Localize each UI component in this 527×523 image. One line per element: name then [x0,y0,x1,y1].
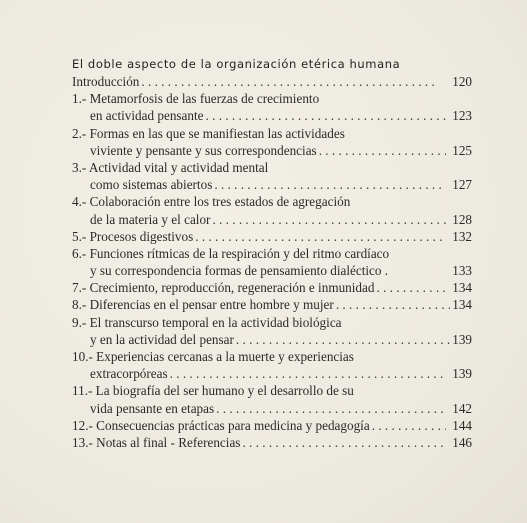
toc-entry-text: en actividad pensante [90,108,204,124]
toc-page-number: 120 [452,74,472,89]
toc-page-number: 123 [452,108,472,124]
toc-entry-text: 6.- Funciones rítmicas de la respiración y del ritmo cardíaco [72,245,390,261]
toc-entry-text: extracorpóreas [90,366,168,382]
toc-entry-3-cont [72,176,472,193]
toc-entry-text: 2.- Formas en las que se manifiestan las actividades [72,125,345,141]
toc-entry-text: 9.- El transcurso temporal en la actividad biológica [72,314,342,330]
toc-entry-1-cont [72,107,472,124]
dot-leader [216,400,446,417]
toc-entry-10-title [72,348,472,365]
toc-page-number: 127 [452,177,472,193]
toc-entry-8 [72,296,472,313]
dot-leader [319,142,446,159]
toc-entry-10-cont [72,365,472,382]
dot-leader [376,279,446,296]
toc-entry-text: 1.- Metamorfosis de las fuerzas de crecimiento [72,91,320,107]
toc-entry-7 [72,279,472,296]
toc-entry-6-cont [72,262,472,279]
toc-entry-text: 5.- Procesos digestivos [72,228,194,244]
toc-entry-6-title [72,245,472,262]
toc-entry-text: 3.- Actividad vital y actividad mental [72,159,269,175]
toc-page-number: 146 [452,434,472,450]
toc-entry-text: de la materia y el calor [90,211,211,227]
dot-leader [372,417,446,434]
toc-entry-text: vida pensante en etapas [90,400,215,416]
toc-entry-9-cont [72,331,472,348]
toc-entry-2-title [72,125,472,142]
toc-page-number: 132 [452,228,472,244]
toc-entry-text: Introducción [72,74,140,89]
dot-leader [170,365,446,382]
toc-entry-text: y su correspondencia formas de pensamiento dialéctico . [90,263,389,279]
toc-page-number: 139 [452,331,472,347]
dot-leader [242,434,446,451]
toc-page-number: 134 [452,297,472,313]
toc-entry-12 [72,417,472,434]
dot-leader [214,176,446,193]
toc-entry-13 [72,434,472,451]
toc-entry-11-title [72,382,472,399]
toc-page-number: 139 [452,366,472,382]
toc-entry-text: 4.- Colaboración entre los tres estados de agregación [72,194,351,210]
toc-entry-text: como sistemas abiertos [90,177,213,193]
dot-leader [141,73,436,90]
toc-entry-9-title [72,314,472,331]
toc-entry-11-cont [72,400,472,417]
toc-entry-text: 12.- Consecuencias prácticas para medicina y pedagogía [72,417,370,433]
toc-entry-introduccion [72,73,472,90]
toc-page-number: 133 [452,263,472,279]
toc-entry-text: y en la actividad del pensar [90,331,234,347]
toc-entry-1-title [72,90,472,107]
toc-heading: El doble aspecto de la organización etérica humana [72,57,401,71]
toc-page-number: 125 [452,142,472,158]
toc-entry-text: 7.- Crecimiento, reproducción, regeneración e inmunidad [72,280,375,296]
dot-leader [336,296,450,313]
toc-entry-text: 8.- Diferencias en el pensar entre hombre y mujer [72,297,334,313]
toc-entry-text: viviente y pensante y sus correspondencias [90,142,317,158]
toc-entry-4-title [72,193,472,210]
toc-page-number: 128 [452,211,472,227]
toc-entry-text: 11.- La biografía del ser humano y el desarrollo de su [72,383,354,399]
toc-page-number: 134 [452,280,472,296]
toc-entry-3-title [72,159,472,176]
toc-page-number: 144 [452,417,472,433]
toc-entry-2-cont [72,142,472,159]
toc-entry-5 [72,228,472,245]
dot-leader [195,228,446,245]
toc-entry-text: 13.- Notas al final - Referencias [72,434,241,450]
toc-entry-text: 10.- Experiencias cercanas a la muerte y experiencias [72,349,354,364]
toc-page-number: 142 [452,400,472,416]
toc-entry-4-cont [72,211,472,228]
table-of-contents [72,56,472,451]
dot-leader [206,107,446,124]
dot-leader [212,211,446,228]
dot-leader [236,331,450,348]
